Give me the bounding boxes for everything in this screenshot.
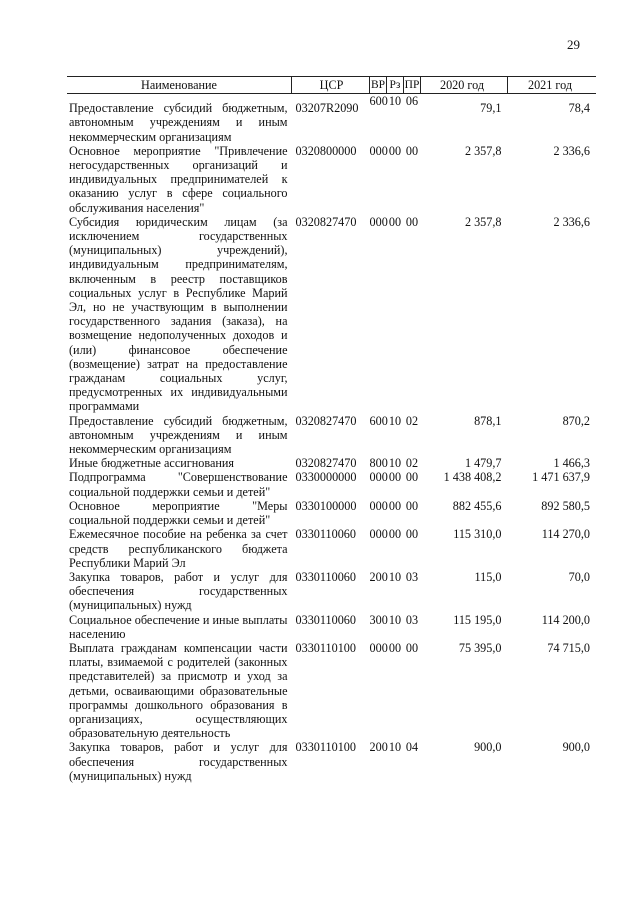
- row-value-2020: 2 357,8: [464, 143, 502, 158]
- row-rz: 00: [388, 498, 402, 513]
- table-row: [67, 456, 596, 470]
- table-row: [67, 613, 596, 641]
- row-pr: 03: [405, 612, 419, 627]
- row-name: Предоставление субсидий бюджетным, автономным учреждениям и иным некоммерческим организациям: [69, 413, 288, 457]
- row-name: Социальное обеспечение и иные выплаты населению: [69, 612, 288, 641]
- row-code: 0330000000: [295, 470, 357, 485]
- row-rz: 00: [388, 143, 402, 158]
- row-pr: 03: [405, 569, 419, 584]
- header-2021: 2021 год: [508, 77, 597, 94]
- row-vr: 300: [369, 612, 388, 627]
- row-value-2021: 2 336,6: [553, 214, 590, 229]
- row-vr: 000: [369, 214, 388, 229]
- row-value-2020: 2 357,8: [464, 214, 502, 229]
- row-pr: 00: [405, 214, 419, 229]
- row-value-2021: 1 466,3: [553, 456, 590, 471]
- table-row: [67, 570, 596, 613]
- row-rz: 00: [388, 470, 402, 485]
- row-rz: 10: [388, 94, 402, 109]
- row-rz: 10: [388, 569, 402, 584]
- row-code: 0320827470: [295, 214, 357, 229]
- row-name: Подпрограмма "Совершенствование социальной поддержки семьи и детей": [69, 470, 288, 499]
- table-row: [67, 641, 596, 740]
- table-body: [67, 94, 596, 783]
- row-code: 0320827470: [295, 456, 357, 471]
- row-pr: 00: [405, 498, 419, 513]
- row-value-2020: 878,1: [474, 413, 502, 428]
- row-value-2020: 79,1: [480, 101, 502, 116]
- row-name: Ежемесячное пособие на ребенка за счет средств республиканского бюджета Республики Марий Эл: [69, 527, 288, 570]
- table-row: [67, 740, 596, 783]
- row-pr: 06: [405, 94, 419, 109]
- row-code: 0320800000: [295, 143, 357, 158]
- header-2020: 2020 год: [421, 77, 508, 94]
- row-pr: 02: [405, 456, 419, 471]
- table-row: [67, 527, 596, 570]
- row-value-2021: 1 471 637,9: [532, 470, 590, 485]
- budget-table: [67, 76, 596, 783]
- table-row: [67, 499, 596, 527]
- row-rz: 00: [388, 527, 402, 542]
- row-name: Основное мероприятие "Привлечение негосударственных организаций и индивидуальных предпринимателей к оказанию услуг в сфере социального обслуживания населения": [69, 143, 288, 215]
- row-vr: 600: [369, 94, 388, 109]
- table-row: [67, 94, 596, 144]
- row-rz: 10: [388, 740, 402, 755]
- row-name: Предоставление субсидий бюджетным, автономным учреждениям и иным некоммерческим организациям: [69, 101, 288, 144]
- row-code: 0330110060: [295, 612, 356, 627]
- row-code: 0330100000: [295, 498, 357, 513]
- row-value-2020: 1 438 408,2: [443, 470, 502, 485]
- row-name: Основное мероприятие "Меры социальной поддержки семьи и детей": [69, 498, 288, 528]
- header-vr: ВР: [370, 77, 387, 94]
- row-value-2020: 75 395,0: [458, 640, 502, 655]
- row-value-2020: 1 479,7: [464, 456, 502, 471]
- row-code: 0330110100: [295, 640, 356, 655]
- row-value-2021: 870,2: [562, 413, 590, 428]
- row-vr: 800: [369, 456, 388, 471]
- row-value-2020: 900,0: [474, 740, 502, 755]
- row-name: Иные бюджетные ассигнования: [69, 456, 235, 471]
- row-name: Закупка товаров, работ и услуг для обеспечения государственных (муниципальных) нужд: [69, 569, 288, 613]
- table-row: [67, 144, 596, 215]
- row-code: 0330110100: [295, 740, 356, 755]
- row-value-2021: 114 270,0: [541, 527, 590, 542]
- header-rz: Рз: [387, 77, 404, 94]
- row-vr: 200: [369, 569, 388, 584]
- row-pr: 04: [405, 740, 419, 755]
- page-number: 29: [567, 37, 580, 52]
- row-vr: 000: [369, 498, 388, 513]
- table-row: [67, 470, 596, 498]
- row-code: 0330110060: [295, 569, 356, 584]
- row-value-2021: 74 715,0: [547, 640, 590, 655]
- row-vr: 000: [369, 470, 388, 485]
- row-pr: 00: [405, 527, 419, 542]
- row-rz: 00: [388, 640, 402, 655]
- row-vr: 000: [369, 640, 388, 655]
- row-vr: 000: [369, 143, 388, 158]
- row-value-2020: 115 195,0: [453, 612, 502, 627]
- row-rz: 10: [388, 456, 402, 471]
- table-row: [67, 215, 596, 414]
- row-value-2021: 2 336,6: [553, 143, 590, 158]
- row-rz: 10: [388, 413, 402, 428]
- row-code: 0330110060: [295, 527, 356, 542]
- row-name: Субсидия юридическим лицам (за исключением государственных (муниципальных) учреждений), индивидуальным предпринимателям, включенным в реестр поставщиков социальных услуг в Республике Марий Эл, но не участвующим в выполнении государственного задания (заказа), на возмещение недополученных доходов и (или) финансовое обеспечение (возмещение) затрат на предоставление гражданам социальных услуг, предусмотренных их индивидуальными программами: [69, 214, 288, 414]
- row-value-2021: 900,0: [562, 740, 590, 755]
- row-value-2021: 114 200,0: [541, 612, 590, 627]
- row-value-2020: 115 310,0: [453, 527, 502, 542]
- row-value-2020: 882 455,6: [452, 498, 502, 513]
- row-name: Закупка товаров, работ и услуг для обеспечения государственных (муниципальных) нужд: [69, 740, 288, 783]
- row-pr: 02: [405, 413, 419, 428]
- header-pr: ПР: [404, 77, 421, 94]
- row-pr: 00: [405, 640, 419, 655]
- table-row: [67, 414, 596, 457]
- row-vr: 600: [369, 413, 388, 428]
- row-pr: 00: [405, 470, 419, 485]
- row-rz: 00: [388, 214, 402, 229]
- row-name: Выплата гражданам компенсации части платы, взимаемой с родителей (законных представителей) за присмотр и уход за детьми, осваивающими образовательные программы дошкольного образования в организациях, осуществляющих образовательную деятельность: [69, 640, 288, 741]
- row-code: 03207R2090: [295, 101, 359, 116]
- table-header-row: [67, 77, 596, 94]
- header-name: Наименование: [67, 77, 292, 94]
- row-value-2021: 892 580,5: [541, 498, 590, 513]
- row-rz: 10: [388, 612, 402, 627]
- row-code: 0320827470: [295, 413, 357, 428]
- row-value-2021: 70,0: [568, 569, 590, 584]
- header-code: ЦСР: [292, 77, 370, 94]
- row-value-2021: 78,4: [568, 101, 590, 116]
- row-vr: 200: [369, 740, 388, 755]
- row-pr: 00: [405, 143, 419, 158]
- row-value-2020: 115,0: [474, 569, 502, 584]
- row-vr: 000: [369, 527, 388, 542]
